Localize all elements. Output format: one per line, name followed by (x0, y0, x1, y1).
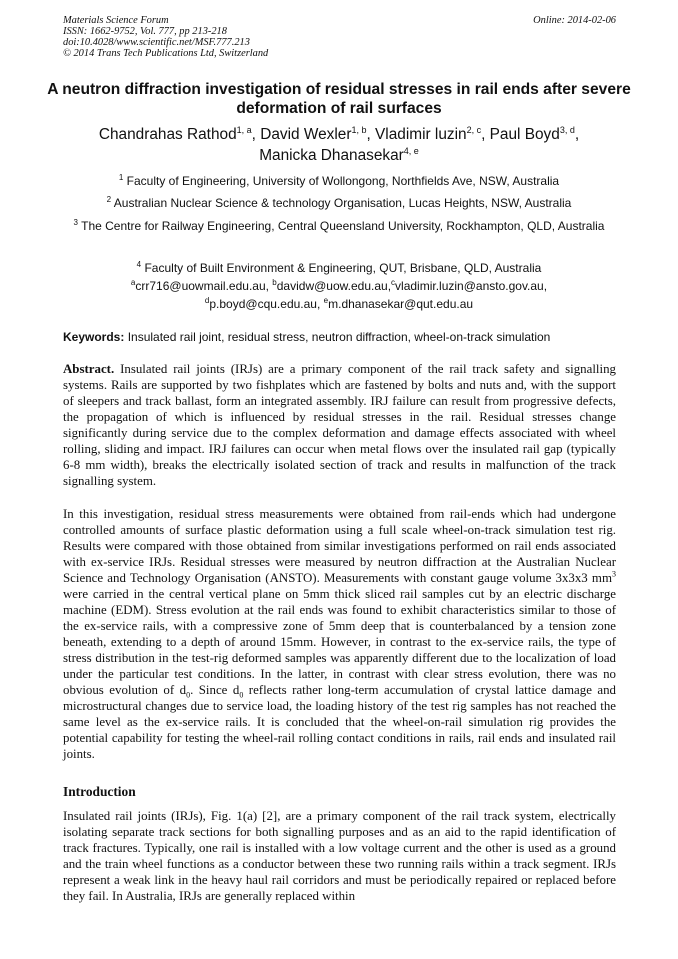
email-link[interactable]: m.dhanasekar@qut.edu.au (328, 297, 474, 311)
email-mark: a (130, 278, 136, 287)
section-heading-introduction: Introduction (63, 784, 136, 799)
affiliation-number: 2 (106, 195, 112, 204)
affiliation-text: Faculty of Built Environment & Engineering, QUT, Brisbane, QLD, Australia (144, 261, 542, 275)
email-link[interactable]: davidw@uow.edu.au (276, 279, 388, 293)
text-run: reflects rather long-term accumulation of crystal lattice damage and microstructural changes due to service load, the loading history of the test rig samples has not reached the same level as the ex-service rails. It is concluded that the wheel-on-rail simulation rig provides the potential capability for testing the wheel-rail rolling contact conditions in rails, rail ends and insulated rail joints. (63, 683, 616, 761)
text-run: . Since d (190, 683, 240, 697)
subscript: 0 (186, 690, 191, 700)
author-affil-mark: 4, e (403, 145, 419, 156)
paper-title: A neutron diffraction investigation of residual stresses in rail ends after severe deformation of rail surfaces (47, 81, 631, 117)
keywords-label: Keywords: (63, 330, 125, 344)
author-list: Chandrahas Rathod$^{1, a}$, David Wexler$^{1, b}$, Vladimir luzin$^{2, c}$, Paul Boyd$^{3, d}$, Manicka Dhanasekar$^{4, e}$ (98, 124, 580, 164)
affiliation-number: 1 (118, 173, 124, 182)
email-mark: d (204, 296, 210, 305)
doi-line: doi:10.4028/www.scientific.net/MSF.777.213 (63, 37, 250, 48)
author-name: Chandrahas Rathod (98, 126, 237, 143)
abstract-paragraph-1 (63, 361, 616, 489)
superscript: 3 (612, 569, 616, 579)
author-affil-mark: 3, d (559, 124, 575, 135)
affiliation-text: Australian Nuclear Science & technology Organisation, Lucas Heights, NSW, Australia (113, 196, 572, 210)
text-run: were carried in the central vertical plane on 5mm thick sliced rail samples cut by an electric discharge machine (EDM). Stress evolution at the rail ends was found to exhibit characteristics similar to those of the ex-service rails, with a compressive zone of 5mm deep that is counterbalanced by a tension zone beneath, extending to a depth of around 15mm. However, in contrast to the ex-service rails, the type of stress distribution in the test-rig deformed samples was apparently different due to the localization of load under the particular test conditions. In the latter, in contrast with clear stress evolution, there was no obvious evolution of d (63, 587, 616, 697)
journal-header (63, 15, 616, 59)
author-name: David Wexler (260, 126, 352, 143)
email-link[interactable]: crr716@uowmail.edu.au (135, 279, 266, 293)
journal-name: Materials Science Forum (63, 15, 169, 26)
text-run: In this investigation, residual stress measurements were obtained from rail-ends which had undergone controlled amounts of surface plastic deformation using a full scale wheel-on-track simulation test rig. Results were compared with those obtained from similar investigations performed on rail ends associated with ex-service IRJs. Residual stresses were measured by neutron diffraction at the Australian Nuclear Science and Technology Organisation (ANSTO). Measurements with constant gauge volume 3x3x3 mm (63, 507, 616, 585)
abstract-paragraph-2 (63, 506, 616, 762)
author-name: Manicka Dhanasekar (259, 147, 404, 164)
affiliation-3 (70, 217, 608, 235)
affiliation-2 (70, 194, 608, 212)
keywords (63, 329, 616, 345)
author-name: Paul Boyd (489, 126, 560, 143)
email-link[interactable]: vladimir.luzin@ansto.gov.au (395, 279, 544, 293)
affiliation-4 (70, 259, 608, 313)
abstract-label: Abstract. (63, 362, 115, 376)
author-affil-mark: 2, c (466, 124, 482, 135)
copyright-line: © 2014 Trans Tech Publications Ltd, Switzerland (63, 48, 269, 59)
email-link[interactable]: p.boyd@cqu.edu.au (209, 297, 317, 311)
email-mark: c (391, 278, 396, 287)
subscript: 0 (239, 690, 244, 700)
email-mark: e (323, 296, 329, 305)
introduction-paragraph: Insulated rail joints (IRJs), Fig. 1(a) [2], are a primary component of the rail track system, electrically isolating separate track sections for both signalling purposes and as an aid to the rapid identification of track fractures. Typically, one rail is installed with a low voltage current and the other is used as a ground and the train wheel functions as a conductor between these two running rails within a track segment. IRJs represent a weak link in the heavy haul rail corridors and must be periodically repaired or replaced before they fail. In Australia, IRJs are generally replaced within (63, 809, 616, 903)
affiliation-text: The Centre for Railway Engineering, Central Queensland University, Rockhampton, QLD, Australia (81, 219, 605, 233)
affiliation-number: 3 (73, 218, 78, 227)
author-affil-mark: 1, a (236, 124, 252, 135)
affiliation-text: Faculty of Engineering, University of Wollongong, Northfields Ave, NSW, Australia (126, 174, 560, 188)
affiliation-1 (70, 172, 608, 190)
email-list: $^a$crr716@uowmail.edu.au, $^b$davidw@uow.edu.au,$^c$vladimir.luzin@ansto.gov.au, $^d$p.boyd@cqu.edu.au, $^e$m.dhanasekar@qut.edu.au (130, 278, 548, 311)
online-date: Online: 2014-02-06 (533, 15, 616, 26)
email-mark: b (272, 278, 277, 287)
abstract-text: Insulated rail joints (IRJs) are a primary component of the rail track safety and signalling systems. Rails are supported by two fishplates which are fastened by bolts and nuts and, with the support of sleepers and track ballast, form an integrated assembly. IRJ failure can result from progressive defects, the propagation of which is influenced by residual stresses in the rail. Residual stresses change significantly during service due to the complex deformation and damage effects associated with wheel rolling, sliding and impact. IRJ failures can occur when metal flows over the insulated rail gap (typically 6-8 mm width), breaks the electrically isolated section of track and results in malfunction of the track signalling system. (63, 362, 616, 488)
author-name: Vladimir luzin (375, 126, 467, 143)
author-affil-mark: 1, b (351, 124, 367, 135)
keywords-text: Insulated rail joint, residual stress, neutron diffraction, wheel-on-track simulation (127, 330, 551, 344)
affiliation-number: 4 (136, 260, 142, 269)
issn-line: ISSN: 1662-9752, Vol. 777, pp 213-218 (63, 26, 227, 37)
